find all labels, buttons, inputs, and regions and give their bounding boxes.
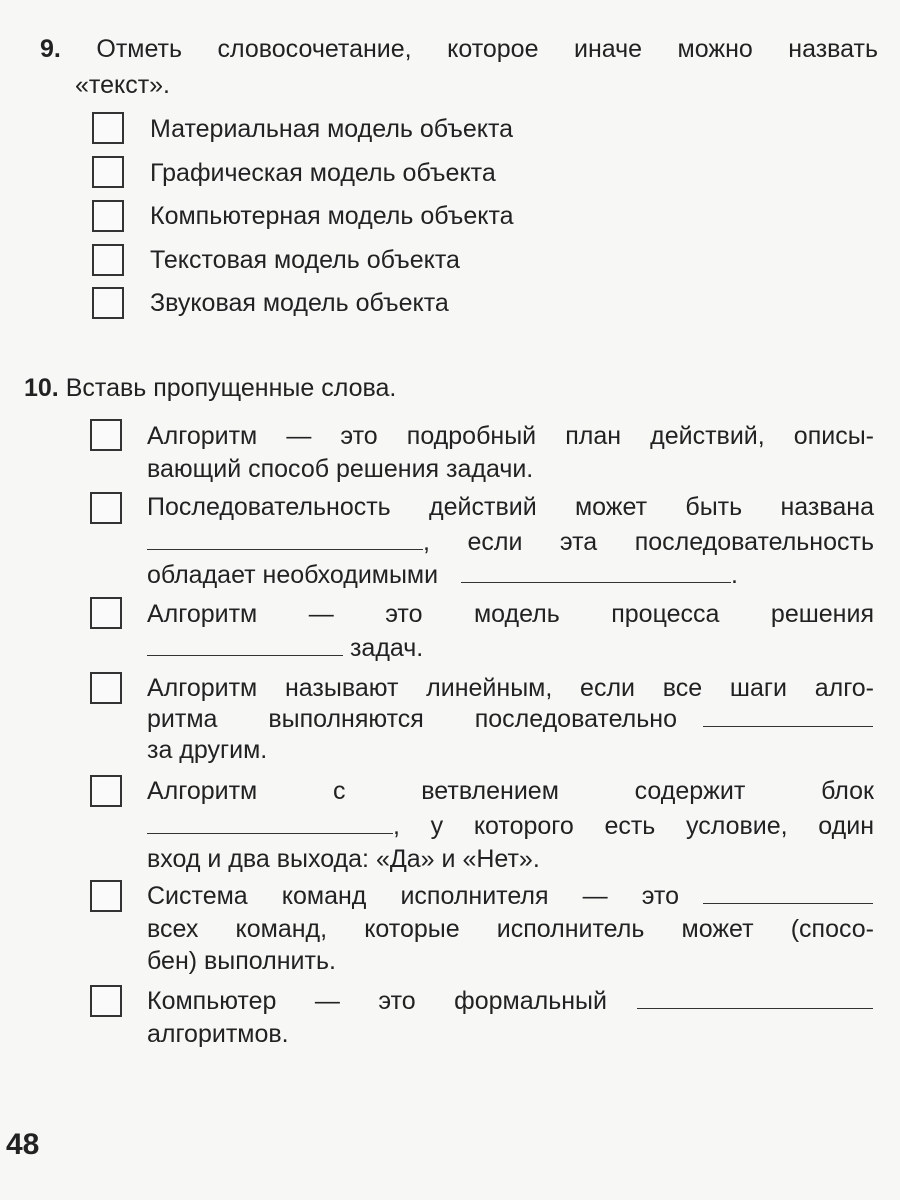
q10-item-3-line2-text: задач. [349,634,424,662]
q10-item-2-blank-1[interactable] [147,527,423,550]
q9-option-1-label: Материальная модель объекта [150,115,514,143]
q10-item-3-line2 [147,633,423,663]
q10-item-2-line3-text: обладает необходимыми [147,561,439,589]
q10-item-5-blank[interactable] [147,811,393,834]
q10-item-5-line2 [147,811,874,841]
q10-item-2-line2 [147,527,874,557]
q10-item-7-checkbox[interactable] [90,985,122,1017]
q10-item-3-blank[interactable] [147,633,343,656]
page-number: 48 [6,1128,40,1161]
q10-item-2-line2-text: , если эта последовательность [423,528,874,556]
q9-option-2-label: Графическая модель объекта [150,159,496,187]
q9-prompt-line2: «текст». [75,71,170,99]
q10-item-4-checkbox[interactable] [90,672,122,704]
q10-item-6-blank[interactable] [703,881,873,904]
q10-item-4-line2 [147,704,874,734]
q9-option-2-checkbox[interactable] [92,156,124,188]
q10-item-1-line2: вающий способ решения задачи. [147,455,534,483]
q9-option-4-label: Текстовая модель объекта [150,246,460,274]
q10-item-5-checkbox[interactable] [90,775,122,807]
q10-item-6-line3: бен) выполнить. [147,947,336,975]
q9-option-5-label: Звуковая модель объекта [150,289,449,317]
q10-prompt-text: Вставь пропущенные слова. [65,374,397,402]
q10-item-5-line1: Алгоритм с ветвлением содержит блок [147,777,874,805]
q10-item-4-line2-text: ритма выполняются последовательно [147,705,677,733]
q10-item-2-period: . [731,561,738,589]
q10-item-6-line1 [147,881,874,911]
q10-item-3-checkbox[interactable] [90,597,122,629]
q9-prompt-text: Отметь словосочетание, которое иначе можно назвать [96,35,879,63]
q10-item-2-line3 [147,560,738,590]
q10-prompt [24,373,396,403]
q10-item-5-line3: вход и два выхода: «Да» и «Нет». [147,845,540,873]
q10-item-7-line1 [147,986,874,1016]
q10-item-1-line1: Алгоритм — это подробный план действий, описы- [147,422,874,450]
q10-item-6-line1-text: Система команд исполнителя — это [147,882,679,910]
q10-item-4-line1: Алгоритм называют линейным, если все шаги алго- [147,674,874,702]
q10-item-7-line2: алгоритмов. [147,1020,289,1048]
q10-item-2-checkbox[interactable] [90,492,122,524]
q9-number: 9. [40,35,61,63]
q10-item-2-line1: Последовательность действий может быть названа [147,493,874,521]
q10-item-6-checkbox[interactable] [90,880,122,912]
q9-option-1-checkbox[interactable] [92,112,124,144]
q10-item-1-checkbox[interactable] [90,419,122,451]
q10-item-2-blank-2[interactable] [461,560,731,583]
q9-option-5-checkbox[interactable] [92,287,124,319]
q9-option-3-checkbox[interactable] [92,200,124,232]
q10-item-4-blank[interactable] [703,704,873,727]
q10-item-4-line3: за другим. [147,736,268,764]
q10-item-5-line2-text: , у которого есть условие, один [393,812,874,840]
q10-item-7-blank[interactable] [637,986,873,1009]
q9-option-4-checkbox[interactable] [92,244,124,276]
q9-prompt-line1 [40,34,878,64]
q10-item-3-line1: Алгоритм — это модель процесса решения [147,600,874,628]
q9-option-3-label: Компьютерная модель объекта [150,202,514,230]
q10-number: 10. [24,374,59,402]
q10-item-6-line2: всех команд, которые исполнитель может (спосо- [147,915,874,943]
q10-item-7-line1-text: Компьютер — это формальный [147,987,607,1015]
